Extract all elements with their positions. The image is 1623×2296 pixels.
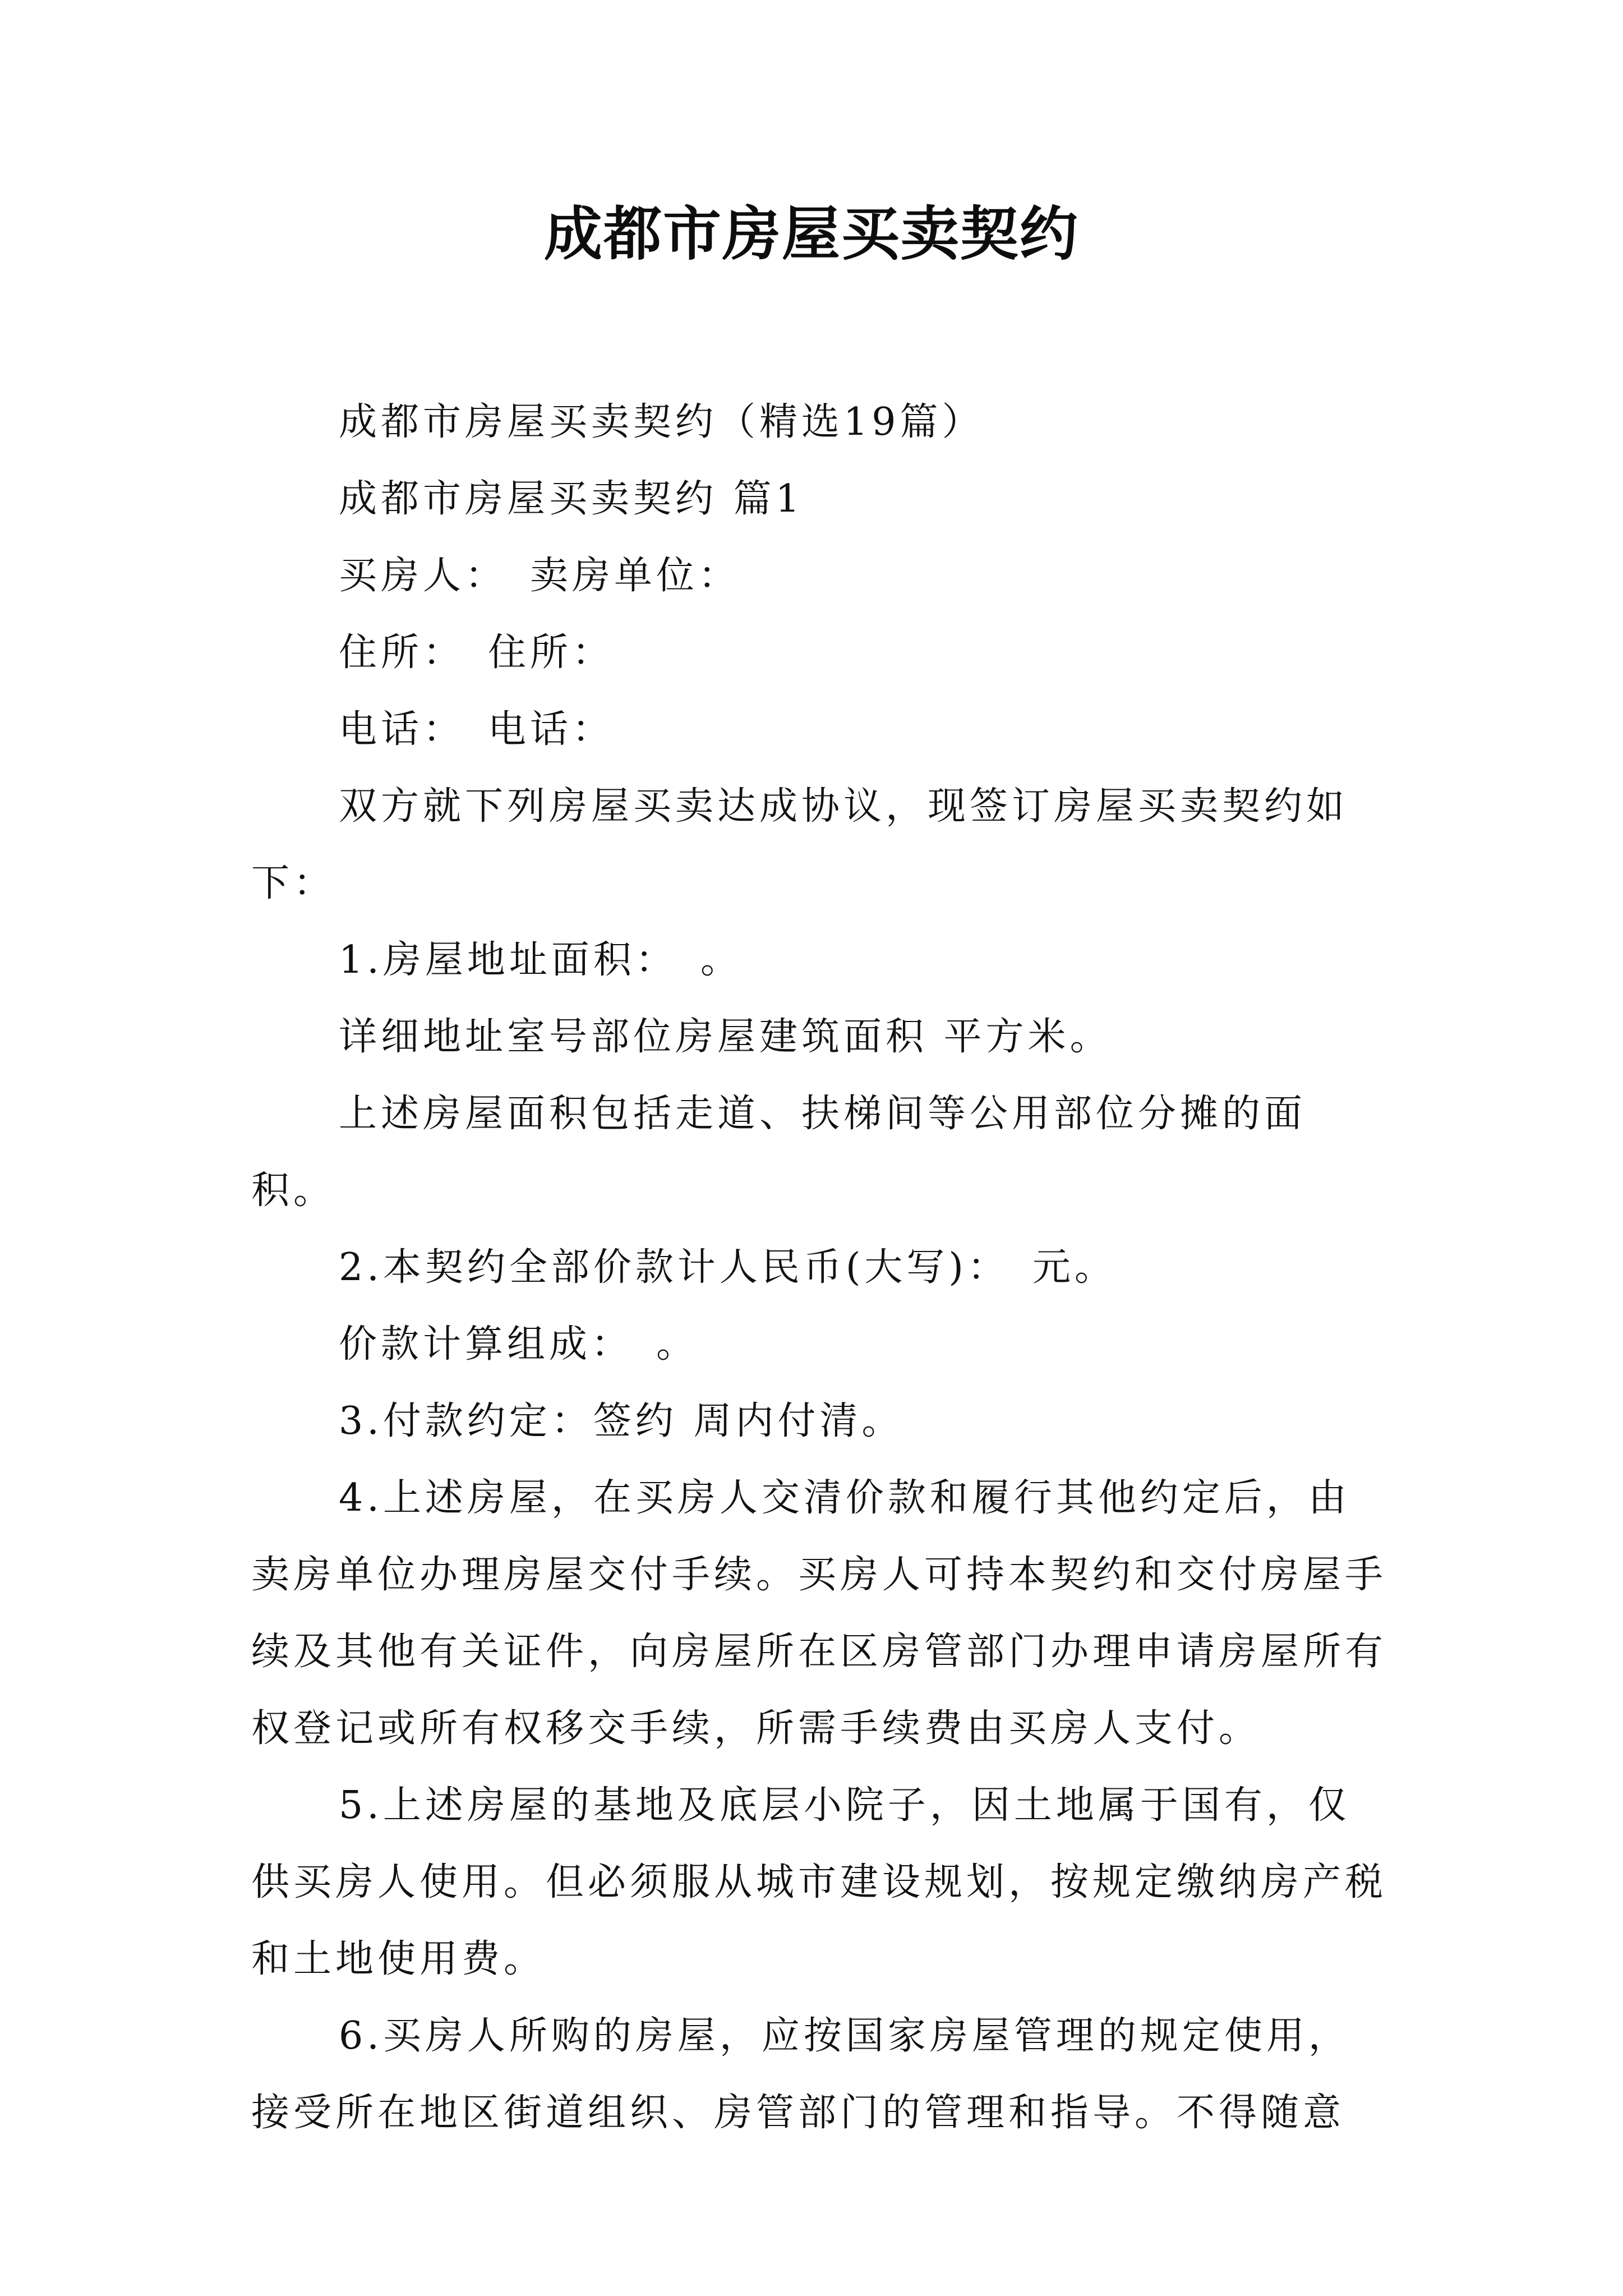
- paragraph-phone: 电话： 电话：: [339, 707, 615, 752]
- paragraph-agreement-intro: 双方就下列房屋买卖达成协议，现签订房屋买卖契约如下：: [251, 784, 1349, 905]
- document-title: 成都市房屋买卖契约: [543, 200, 1079, 268]
- paragraph-address: 住所： 住所：: [339, 631, 615, 675]
- paragraph-clause-1-note: 上述房屋面积包括走道、扶梯间等公用部位分摊的面积。: [251, 1092, 1307, 1213]
- paragraph-buyer-seller: 买房人： 卖房单位：: [339, 554, 741, 598]
- paragraph-clause-3: 3.付款约定：签约 周内付清。: [339, 1399, 904, 1443]
- paragraph-clause-2: 2.本契约全部价款计人民币(大写)： 元。: [339, 1245, 1117, 1290]
- paragraph-chapter-heading: 成都市房屋买卖契约 篇1: [339, 477, 804, 521]
- paragraph-clause-5: 5.上述房屋的基地及底层小院子，因土地属于国有，仅供买房人使用。但必须服从城市建设规划，按规定缴纳房产税和土地使用费。: [251, 1783, 1387, 1981]
- paragraph-clause-1-detail: 详细地址室号部位房屋建筑面积 平方米。: [339, 1015, 1112, 1059]
- paragraph-clause-6: 6.买房人所购的房屋，应按国家房屋管理的规定使用，接受所在地区街道组织、房管部门的管理和指导。不得随意: [251, 2014, 1350, 2135]
- document-body: [251, 384, 1390, 2151]
- paragraph-collection-heading: 成都市房屋买卖契约（精选19篇）: [339, 400, 984, 444]
- paragraph-clause-1: 1.房屋地址面积： 。: [339, 938, 743, 982]
- paragraph-clause-2-detail: 价款计算组成： 。: [339, 1322, 699, 1366]
- paragraph-clause-4: 4.上述房屋，在买房人交清价款和履行其他约定后，由卖房单位办理房屋交付手续。买房人可持本契约和交付房屋手续及其他有关证件，向房屋所在区房管部门办理申请房屋所有权登记或所有权移交手续，所需手续费由买房人支付。: [251, 1476, 1387, 1751]
